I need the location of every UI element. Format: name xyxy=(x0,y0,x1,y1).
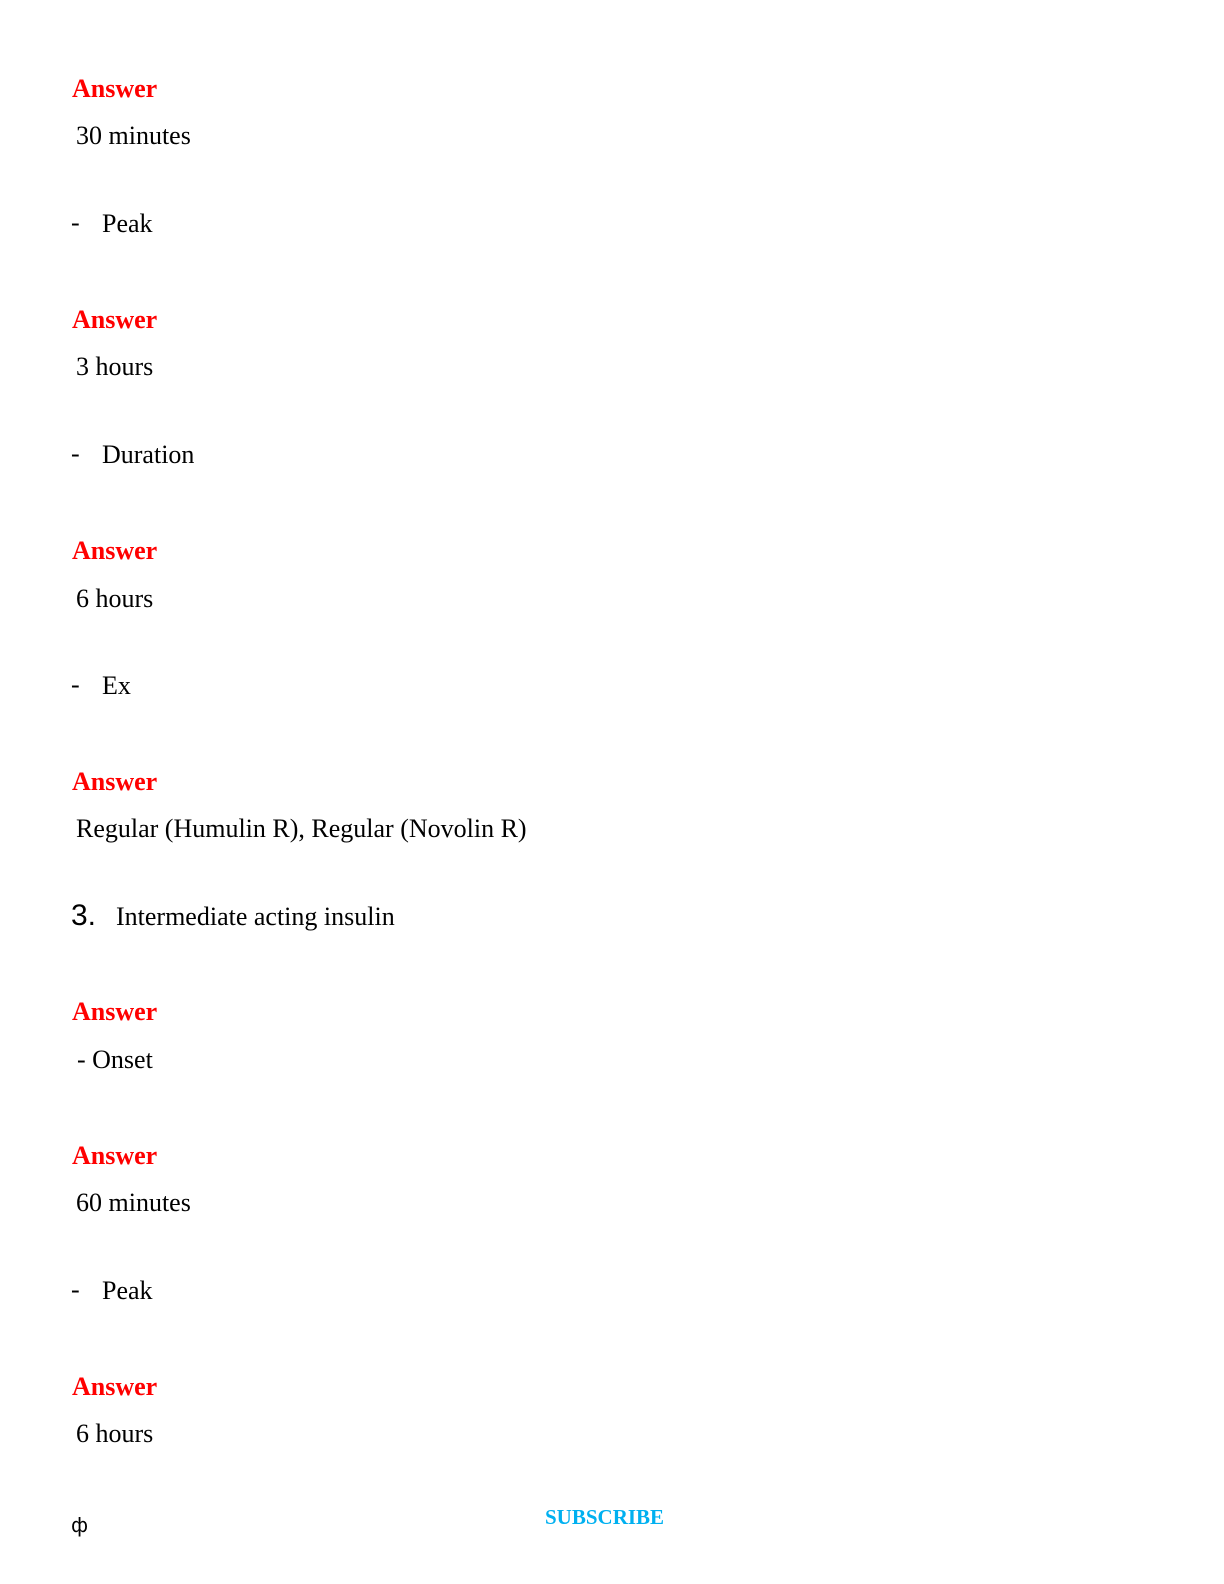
bullet-dash: - xyxy=(71,670,80,699)
answer-label: Answer xyxy=(72,1372,158,1401)
answer-text: 30 minutes xyxy=(76,121,191,150)
answer-text: Regular (Humulin R), Regular (Novolin R) xyxy=(76,814,527,843)
list-item: Peak xyxy=(102,209,153,238)
bullet-dash: - xyxy=(71,439,80,468)
answer-text: 6 hours xyxy=(76,1419,154,1448)
footer-symbol-icon: ф xyxy=(71,1513,89,1537)
subscribe-link[interactable]: SUBSCRIBE xyxy=(545,1505,665,1529)
answer-label: Answer xyxy=(72,74,158,103)
answer-text: 3 hours xyxy=(76,352,154,381)
section-number: 3. xyxy=(71,899,97,932)
answer-label: Answer xyxy=(72,997,158,1026)
list-item: Ex xyxy=(102,671,131,700)
answer-label: Answer xyxy=(72,536,158,565)
section-heading: Intermediate acting insulin xyxy=(116,902,395,931)
answer-text: - Onset xyxy=(77,1045,153,1074)
bullet-dash: - xyxy=(71,208,80,237)
answer-label: Answer xyxy=(72,767,158,796)
list-item: Peak xyxy=(102,1276,153,1305)
bullet-dash: - xyxy=(71,1275,80,1304)
answer-text: 6 hours xyxy=(76,584,154,613)
list-item: Duration xyxy=(102,440,195,469)
answer-label: Answer xyxy=(72,1141,158,1170)
answer-label: Answer xyxy=(72,305,158,334)
answer-text: 60 minutes xyxy=(76,1188,191,1217)
